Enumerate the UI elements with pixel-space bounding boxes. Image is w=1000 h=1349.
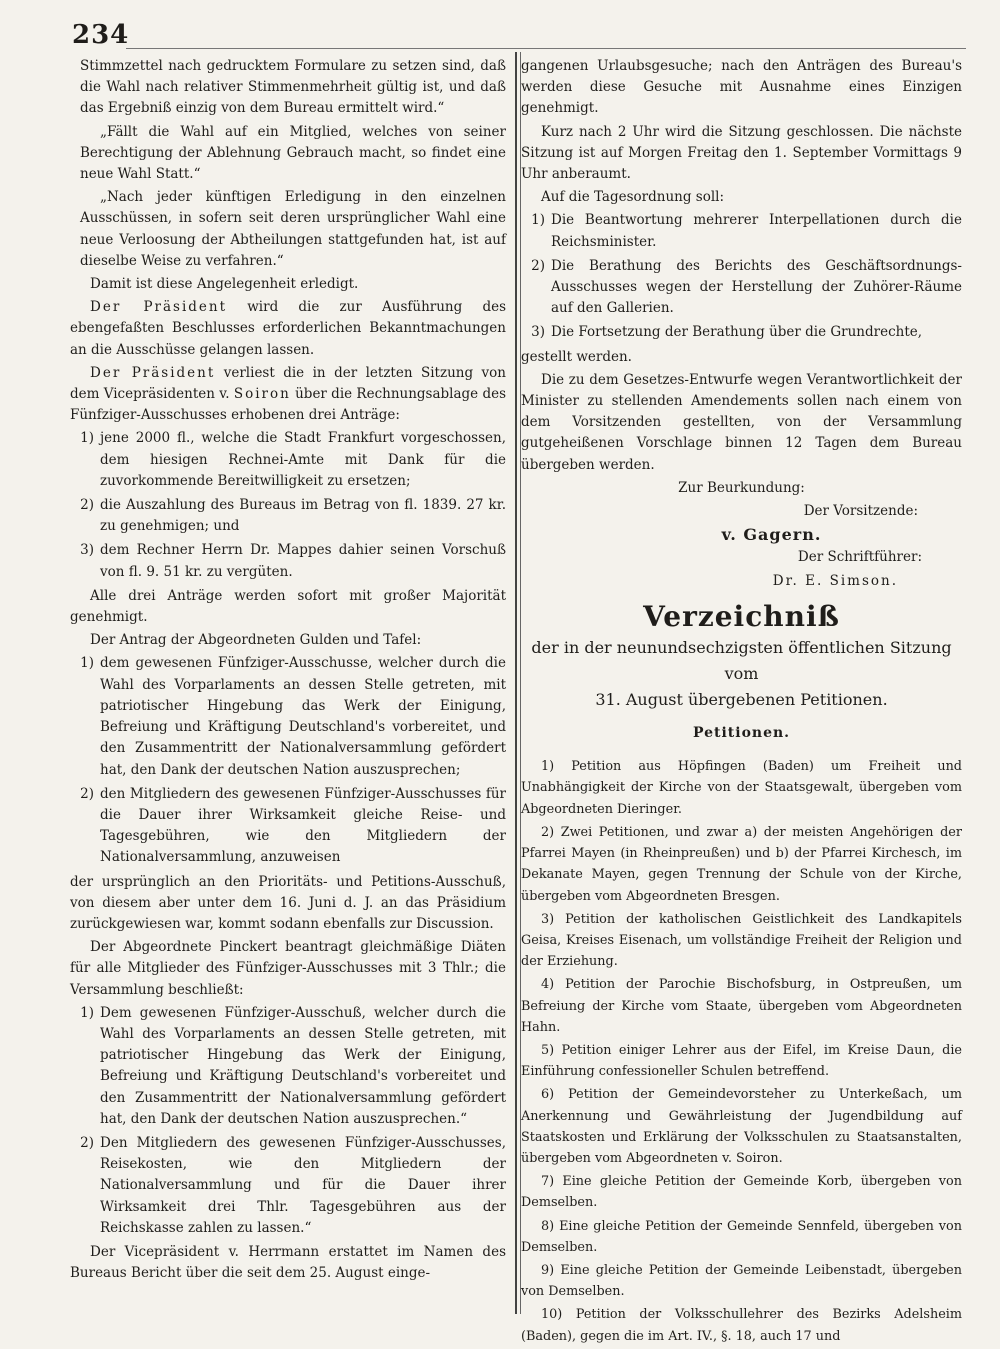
paragraph: der ursprünglich an den Prioritäts- und Petitions-Ausschuß, von diesem aber unter dem 16. Juni d. J. an das Präsidium zurückgewiesen war, kommt sodann ebenfalls zur Discussion. <box>70 873 506 932</box>
list-subtitle: der in der neunundsechzigsten öffentlichen Sitzung vom <box>531 638 952 684</box>
speaker-label: Der Präsident <box>90 299 228 316</box>
paragraph: Der Antrag der Abgeordneten Gulden und Tafel: <box>90 632 422 649</box>
list-item <box>70 1133 506 1239</box>
petition-entry: 5) Petition einiger Lehrer aus der Eifel, im Kreise Daun, die Einführung confessioneller Schulen betreffend. <box>521 1042 962 1080</box>
item-number: 2) <box>80 785 94 802</box>
item-number: 2) <box>531 257 545 274</box>
paragraph: Der Abgeordnete Pinckert beantragt gleichmäßige Diäten für alle Mitglieder des Fünfziger-Ausschusses mit 3 Thlr.; die Versammlung beschließt: <box>70 939 506 998</box>
item-number: 1) <box>80 430 94 447</box>
paragraph <box>70 297 506 361</box>
item-text: Den Mitgliedern des gewesenen Fünfziger-Ausschusses, Reisekosten, wie den Mitgliedern der Nationalversammlung und für die Dauer ihrer Wirksamkeit drei Thlr. Tagesgebühren aus der Reichskasse zahlen zu lassen.“ <box>100 1134 506 1236</box>
list-title: Verzeichniß <box>643 599 840 633</box>
chair-label: Der Vorsitzende: <box>803 503 918 520</box>
item-text: dem Rechner Herrn Dr. Mappes dahier seinen Vorschuß von fl. 9. 51 kr. zu vergüten. <box>100 542 506 580</box>
agenda-item <box>521 210 962 252</box>
agenda-item <box>521 322 962 343</box>
list-item <box>70 653 506 780</box>
paragraph: Der Vicepräsident v. Herrmann erstattet im Namen des Bureaus Bericht über die seit dem 25. August einge- <box>70 1243 506 1282</box>
header-rule <box>126 48 966 49</box>
speaker-label: Der Präsident <box>90 364 216 381</box>
column-divider <box>515 52 517 1314</box>
petition-entry: 1) Petition aus Höpfingen (Baden) um Freiheit und Unabhängigkeit der Kirche von der Staatsgewalt, übergeben vom Abgeordneten Dieringer. <box>521 759 962 817</box>
attestation-label: Zur Beurkundung: <box>678 479 805 496</box>
paragraph: Die zu dem Gesetzes-Entwurfe wegen Verantwortlichkeit der Minister zu stellenden Amendements sollen nach einem von dem Vorsitzenden gestellten, von der Versammlung gutgeheißenen Vorschlage binnen 12 Tagen dem Bureau übergeben werden. <box>521 371 962 473</box>
item-number: 2) <box>80 1134 94 1151</box>
item-text: den Mitgliedern des gewesenen Fünfziger-Ausschusses für die Dauer ihrer Wirksamkeit gleiche Reise- und Tagesgebühren, wie den Mitgliedern der Nationalversammlung, anzuweisen <box>100 785 506 866</box>
paragraph: „Nach jeder künftigen Erledigung in den einzelnen Ausschüssen, in sofern seit deren ursprünglicher Wahl eine neue Verloosung der Abtheilungen stattgefunden hat, ist auf dieselbe Weise zu verfahren.“ <box>80 189 506 269</box>
list-item <box>70 495 506 537</box>
item-number: 3) <box>531 324 545 341</box>
paragraph: „Fällt die Wahl auf ein Mitglied, welches von seiner Berechtigung der Ablehnung Gebrauch macht, so findet eine neue Wahl Statt.“ <box>80 123 506 183</box>
paragraph: gangenen Urlaubsgesuche; nach den Anträgen des Bureau's werden diese Gesuche mit Ausnahme eines Einzigen genehmigt. <box>521 58 962 117</box>
list-subtitle: 31. August übergebenen Petitionen. <box>595 690 888 710</box>
paragraph-text: über die Rechnungsablage des Fünfziger-Ausschusses erhobenen drei Anträge: <box>70 386 507 424</box>
paragraph-text: wird die zur Ausführung des ebengefaßten Beschlusses erforderlichen Bekanntmachungen an die Ausschüsse gelangen lassen. <box>70 299 506 358</box>
petition-entry: 3) Petition der katholischen Geistlichkeit des Landkapitels Geisa, Kreises Eisenach, um vollständige Freiheit der Religion und der Erziehung. <box>521 911 962 970</box>
petition-entry: 7) Eine gleiche Petition der Gemeinde Korb, übergeben von Demselben. <box>521 1174 962 1211</box>
item-number: 1) <box>531 212 545 229</box>
paragraph: Auf die Tagesordnung soll: <box>541 189 725 206</box>
paragraph: Stimmzettel nach gedrucktem Formulare zu setzen sind, daß die Wahl nach relativer Stimmenmehrheit gültig ist, und daß das Ergebniß einzig von dem Bureau ermittelt wird.“ <box>80 58 506 117</box>
paragraph-text: verliest die in der letzten Sitzung von dem Vicepräsidenten v. <box>70 364 507 403</box>
page-number: 234 <box>72 20 130 50</box>
item-number: 1) <box>80 1004 94 1021</box>
list-item <box>70 428 506 492</box>
item-text: dem gewesenen Fünfziger-Ausschusse, welcher durch die Wahl des Vorparlaments an dessen Stelle getreten, mit patriotischer Hingebung das Werk der Einigung, Befreiung und Kräftigung Deutschland's vorbereitet, und den Zusammentritt der Nationalversammlung gefördert hat, den Dank der deutschen Nation auszusprechen; <box>100 655 506 778</box>
petition-entry: 2) Zwei Petitionen, und zwar a) der meisten Angehörigen der Pfarrei Mayen (in Rheinpreußen) und b) der Pfarrei Kirchesch, im Dekanate Mayen, gegen Trennung der Schule von der Kirche, übergeben vom Abgeordneten Bresgen. <box>521 824 962 904</box>
list-item <box>70 540 506 582</box>
agenda-item <box>521 256 962 320</box>
petitions-heading: Petitionen. <box>692 725 791 742</box>
petition-entry: 10) Petition der Volksschullehrer des Bezirks Adelsheim (Baden), gegen die im Art. IV., §. 18, auch 17 und <box>521 1307 962 1344</box>
item-text: Dem gewesenen Fünfziger-Ausschuß, welcher durch die Wahl des Vorparlaments an dessen Stelle getreten, mit patriotischer Hingebung das Werk der Einigung, Befreiung und Kräftigung Deutschland's vorbereitet und den Zusammentritt der Nationalversammlung gefördert hat, den Dank der deutschen Nation auszusprechen.“ <box>100 1004 506 1127</box>
right-column <box>521 56 962 1349</box>
person-name: Soiron <box>233 386 291 403</box>
paragraph: Kurz nach 2 Uhr wird die Sitzung geschlossen. Die nächste Sitzung ist auf Morgen Freitag den 1. September Vormittags 9 Uhr anberaumt. <box>521 123 962 183</box>
secretary-label: Der Schriftführer: <box>797 549 922 566</box>
item-number: 1) <box>80 655 94 672</box>
chair-name: v. Gagern. <box>721 525 822 545</box>
item-text: Die Beantwortung mehrerer Interpellationen durch die Reichsminister. <box>551 212 962 250</box>
item-number: 3) <box>80 542 94 559</box>
left-column <box>70 56 506 1286</box>
list-item <box>70 1003 506 1130</box>
item-text: die Auszahlung des Bureaus im Betrag von fl. 1839. 27 kr. zu genehmigen; und <box>100 497 506 535</box>
item-text: jene 2000 fl., welche die Stadt Frankfurt vorgeschossen, dem hiesigen Rechnei-Amte mit Dank für die zuvorkommende Bereitwilligkeit zu ersetzen; <box>100 430 506 489</box>
petition-entry: 6) Petition der Gemeindevorsteher zu Unterkeßach, um Anerkennung und Gewährleistung der Jugendbildung auf Staatskosten und Erklärung der Volksschulen zu Staatsanstalten, übergeben vom Abgeordneten v. Soiron. <box>521 1087 962 1166</box>
item-text: Die Fortsetzung der Berathung über die Grundrechte, <box>551 324 923 341</box>
paragraph: gestellt werden. <box>521 348 632 365</box>
petition-entry: 9) Eine gleiche Petition der Gemeinde Leibenstadt, übergeben von Demselben. <box>521 1262 962 1300</box>
paragraph: Damit ist diese Angelegenheit erledigt. <box>90 276 359 293</box>
list-item <box>70 784 506 869</box>
paragraph: Alle drei Anträge werden sofort mit großer Majorität genehmigt. <box>70 587 506 626</box>
item-number: 2) <box>80 497 94 514</box>
secretary-name: Dr. E. Simson. <box>772 572 898 589</box>
petition-entry: 8) Eine gleiche Petition der Gemeinde Sennfeld, übergeben von Demselben. <box>521 1218 962 1255</box>
petition-entry: 4) Petition der Parochie Bischofsburg, in Ostpreußen, um Befreiung der Kirche vom Staate, übergeben vom Abgeordneten Hahn. <box>521 977 962 1035</box>
item-text: Die Berathung des Berichts des Geschäftsordnungs-Ausschusses wegen der Herstellung der Zuhörer-Räume auf den Gallerien. <box>551 257 962 317</box>
paragraph <box>70 363 506 427</box>
